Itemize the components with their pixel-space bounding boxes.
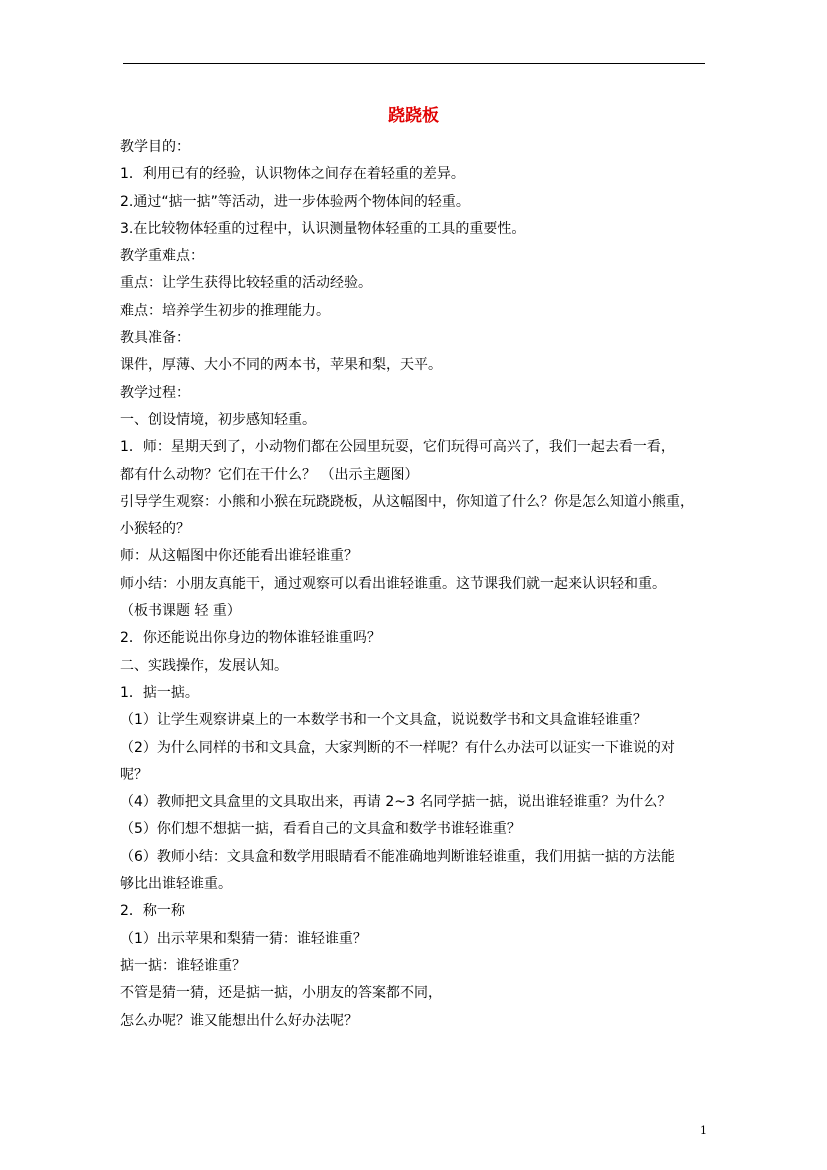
body-line: 1．掂一掂。 — [120, 684, 199, 701]
document-title: 跷跷板 — [388, 106, 439, 126]
body-line: 怎么办呢？谁又能想出什么好办法呢？ — [120, 1012, 358, 1029]
body-line: 掂一掂：谁轻谁重？ — [120, 957, 246, 974]
body-line: 1．师：星期天到了，小动物们都在公园里玩耍，它们玩得可高兴了，我们一起去看一看， — [120, 439, 675, 456]
body-line: 一、创设情境，初步感知轻重。 — [120, 411, 316, 428]
body-line: 课件，厚薄、大小不同的两本书，苹果和梨，天平。 — [120, 357, 442, 374]
body-line: 师小结：小朋友真能干，通过观察可以看出谁轻谁重。这节课我们就一起来认识轻和重。 — [120, 575, 666, 592]
page-number: 1 — [700, 1124, 707, 1137]
body-line: 2．你还能说出你身边的物体谁轻谁重吗？ — [120, 630, 381, 647]
body-line: 教学过程： — [120, 384, 190, 401]
body-line: （1）让学生观察讲桌上的一本数学书和一个文具盒，说说数学书和文具盒谁轻谁重？ — [120, 712, 647, 729]
body-line: 二、实践操作，发展认知。 — [120, 657, 288, 674]
body-line: （板书课题 轻 重） — [120, 603, 241, 620]
body-line: 教具准备： — [120, 330, 190, 347]
body-line: 教学重难点： — [120, 248, 204, 265]
body-line: 1．利用已有的经验，认识物体之间存在着轻重的差异。 — [120, 166, 465, 183]
body-line: 师：从这幅图中你还能看出谁轻谁重？ — [120, 548, 358, 565]
header-rule — [123, 63, 705, 64]
body-line: 重点：让学生获得比较轻重的活动经验。 — [120, 275, 372, 292]
body-line: （6）教师小结：文具盒和数学用眼睛看不能准确地判断谁轻谁重，我们用掂一掂的方法能 — [120, 848, 675, 865]
body-line: 够比出谁轻谁重。 — [120, 876, 232, 893]
body-line: 引导学生观察：小熊和小猴在玩跷跷板，从这幅图中，你知道了什么？你是怎么知道小熊重， — [120, 493, 694, 510]
body-line: 2.通过“掂一掂”等活动，进一步体验两个物体间的轻重。 — [120, 193, 470, 210]
body-line: 难点：培养学生初步的推理能力。 — [120, 302, 330, 319]
body-line: （2）为什么同样的书和文具盒，大家判断的不一样呢？有什么办法可以证实一下谁说的对 — [120, 739, 675, 756]
body-line: （5）你们想不想掂一掂，看看自己的文具盒和数学书谁轻谁重？ — [120, 821, 521, 838]
body-line: 3.在比较物体轻重的过程中，认识测量物体轻重的工具的重要性。 — [120, 220, 526, 237]
body-line: 呢？ — [120, 766, 148, 783]
body-line: 都有什么动物？它们在干什么？ （出示主题图） — [120, 466, 419, 483]
body-line: 教学目的： — [120, 139, 190, 155]
body-line: 2．称一称 — [120, 903, 185, 920]
body-line: （1）出示苹果和梨猜一猜：谁轻谁重？ — [120, 930, 367, 947]
body-line: 小猴轻的？ — [120, 521, 190, 538]
document-body — [120, 134, 708, 1035]
body-line: 不管是猜一猜，还是掂一掂，小朋友的答案都不同， — [120, 985, 442, 1002]
body-line: （4）教师把文具盒里的文具取出来，再请 2~3 名同学掂一掂，说出谁轻谁重？为什么？ — [120, 794, 672, 811]
